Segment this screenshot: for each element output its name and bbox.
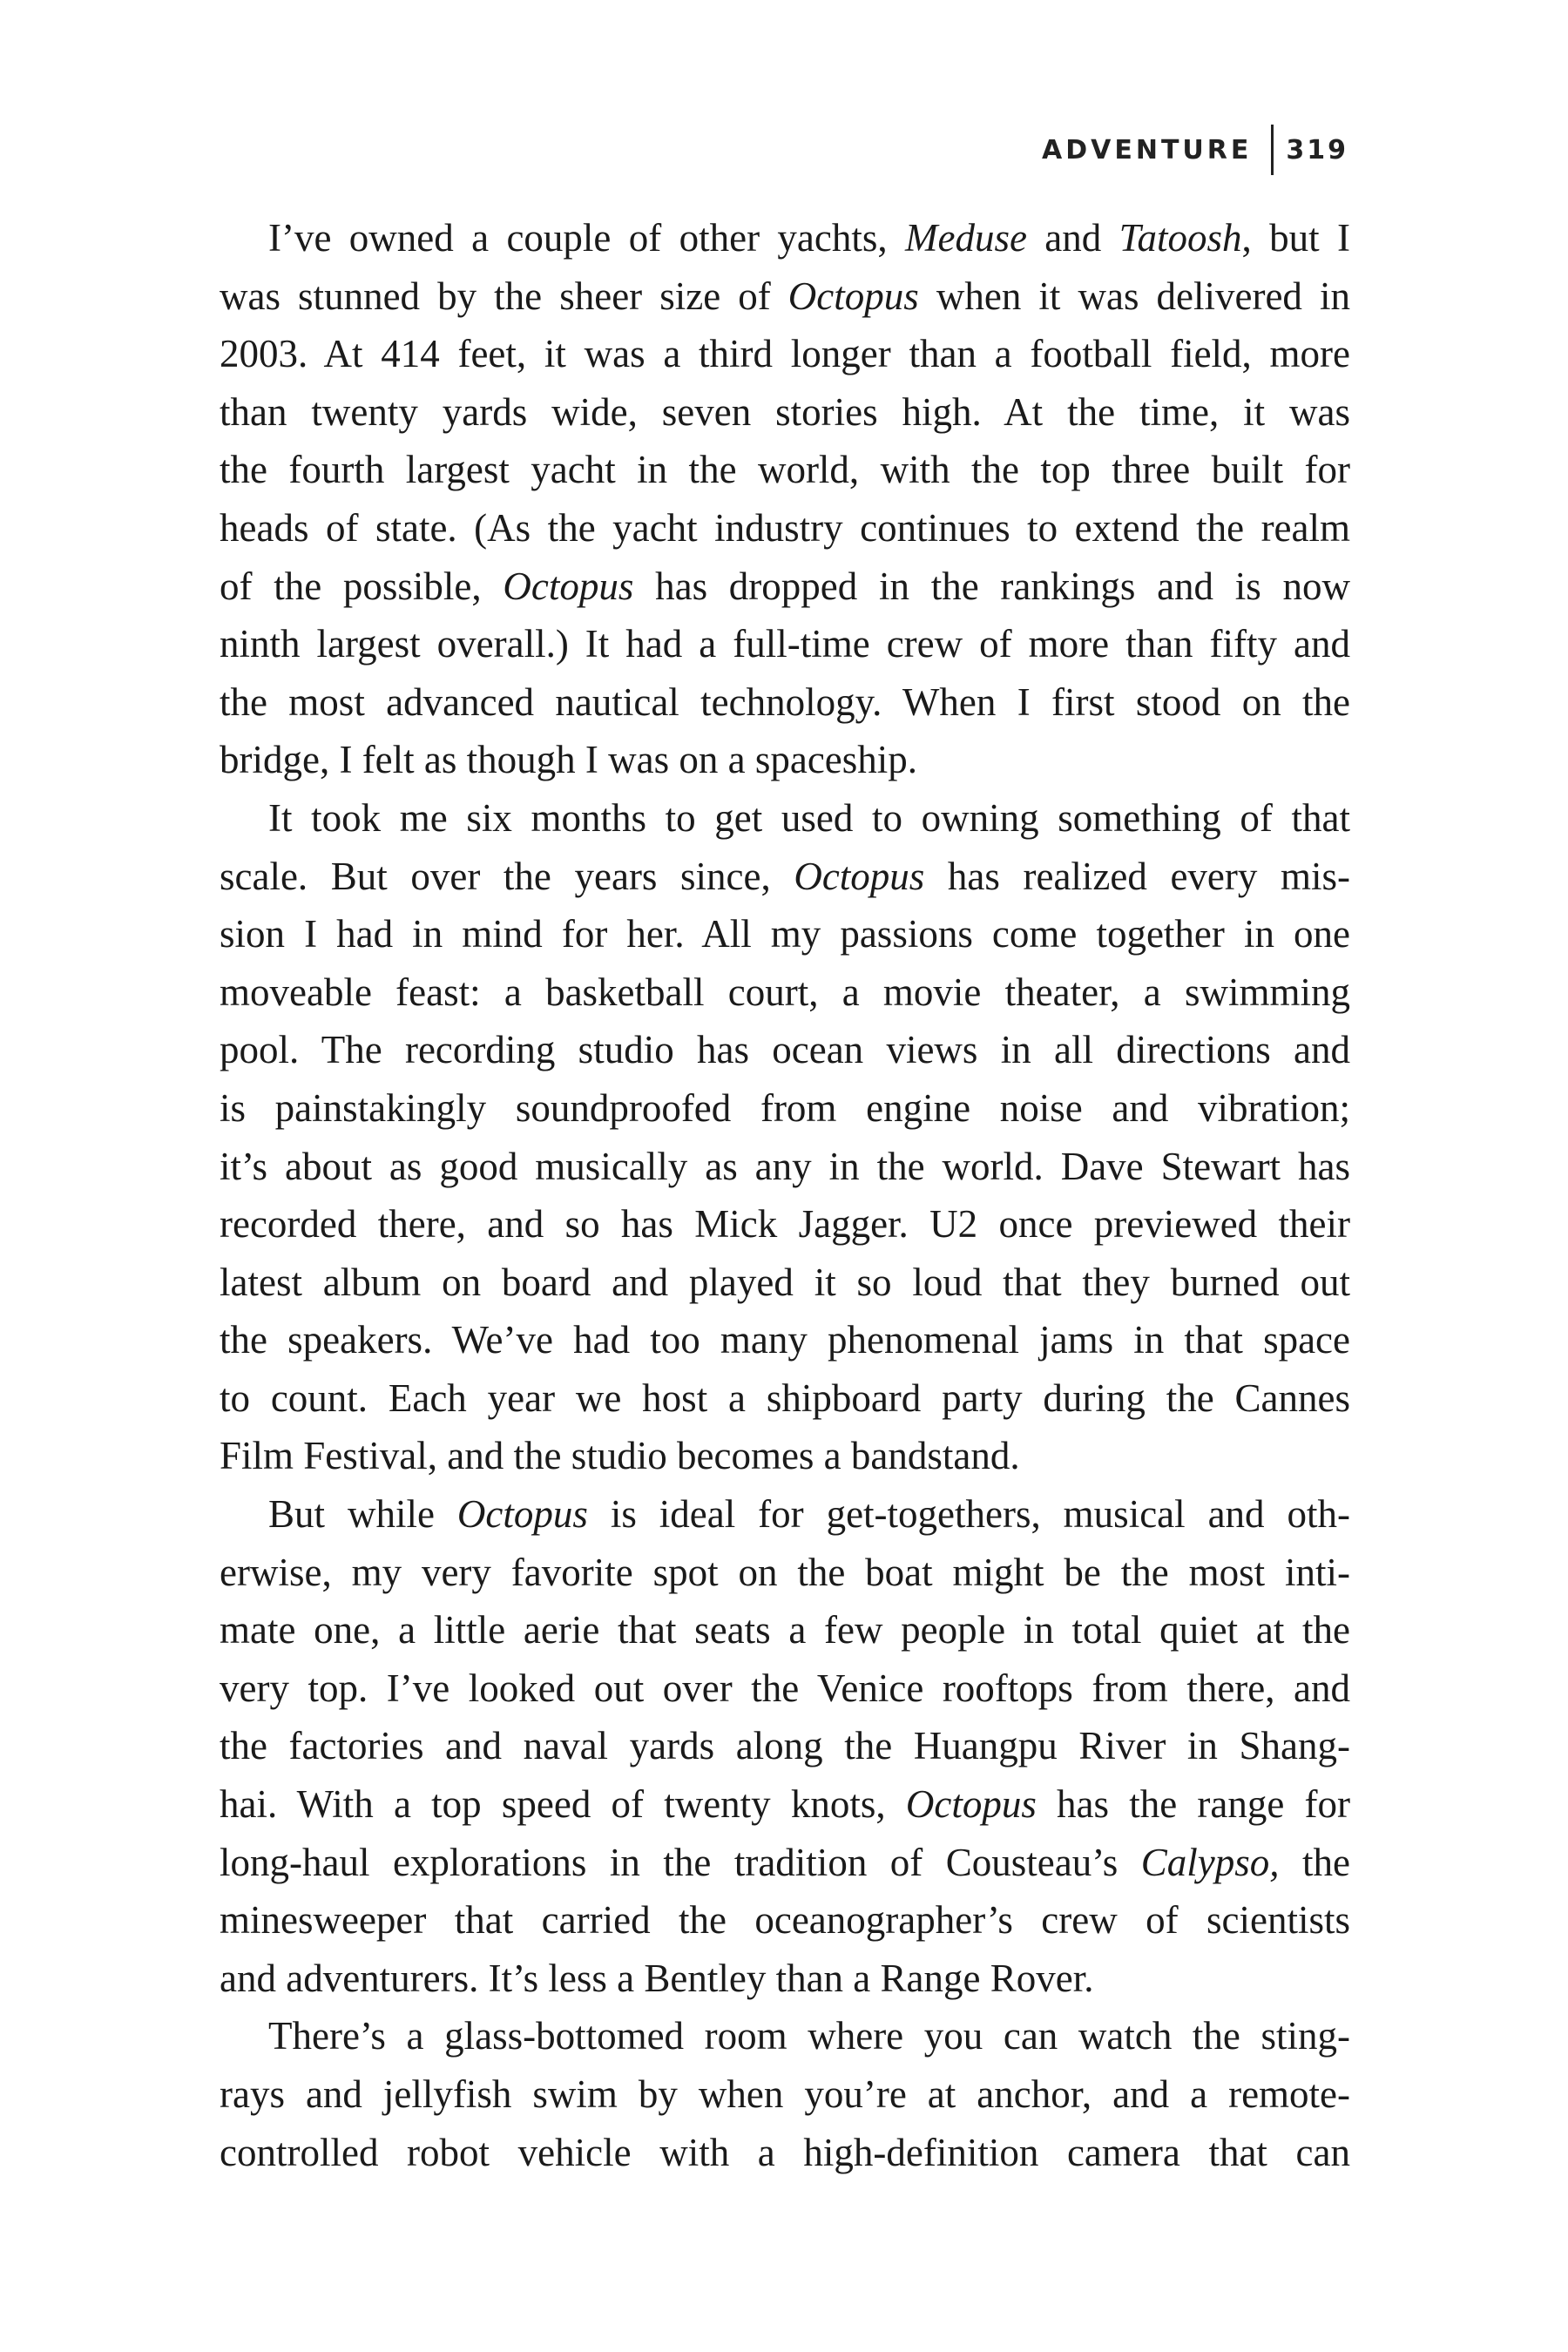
text-line: heads of state. (As the yacht industry continues to extend the realm (220, 505, 1350, 550)
text-line: hai. With a top speed of twenty knots, Octopus has the range for (220, 1782, 1350, 1827)
text-line: ninth largest overall.) It had a full-time crew of more than fifty and (220, 622, 1350, 666)
text-line: bridge, I felt as though I was on a spaceship. (220, 738, 918, 782)
page-number: 319 (1286, 134, 1348, 166)
text-line: minesweeper that carried the oceanographer’s crew of scientists (220, 1898, 1350, 1943)
text-line: erwise, my very favorite spot on the boat might be the most inti- (220, 1550, 1350, 1594)
text-line: very top. I’ve looked out over the Venice rooftops from there, and (220, 1666, 1350, 1710)
text-line: controlled robot vehicle with a high-definition camera that can (220, 2130, 1350, 2174)
text-line: sion I had in mind for her. All my passions come together in one (220, 912, 1350, 956)
text-line: moveable feast: a basketball court, a movie theater, a swimming (220, 970, 1350, 1014)
text-line: pool. The recording studio has ocean views in all directions and (220, 1028, 1350, 1072)
text-line: than twenty yards wide, seven stories high. At the time, it was (220, 389, 1350, 434)
text-line: was stunned by the sheer size of Octopus when it was delivered in (220, 274, 1350, 318)
text-line: it’s about as good musically as any in the world. Dave Stewart has (220, 1144, 1350, 1188)
paragraph (220, 2007, 1350, 2181)
text-line: of the possible, Octopus has dropped in the rankings and is now (220, 564, 1350, 608)
text-line: I’ve owned a couple of other yachts, Meduse and Tatoosh, but I (268, 216, 1350, 260)
paragraph (220, 209, 1350, 789)
running-head-divider (1271, 125, 1274, 175)
text-line: the factories and naval yards along the Huangpu River in Shang- (220, 1724, 1350, 1768)
text-line: There’s a glass-bottomed room where you can watch the sting- (268, 2014, 1350, 2058)
text-line: to count. Each year we host a shipboard party during the Cannes (220, 1375, 1350, 1420)
paragraph (220, 1485, 1350, 2007)
text-line: long-haul explorations in the tradition of Cousteau’s Calypso, the (220, 1840, 1350, 1884)
text-line: the speakers. We’ve had too many phenomenal jams in that space (220, 1318, 1350, 1362)
running-head (1042, 124, 1348, 176)
text-line: 2003. At 414 feet, it was a third longer than a football field, more (220, 332, 1350, 376)
text-line: mate one, a little aerie that seats a few people in total quiet at the (220, 1608, 1350, 1652)
text-line: recorded there, and so has Mick Jagger. U2 once previewed their (220, 1202, 1350, 1247)
text-line: latest album on board and played it so loud that they burned out (220, 1260, 1350, 1304)
text-line: is painstakingly soundproofed from engine noise and vibration; (220, 1085, 1350, 1130)
text-line: the fourth largest yacht in the world, with the top three built for (220, 448, 1350, 492)
text-line: Film Festival, and the studio becomes a bandstand. (220, 1434, 1020, 1478)
text-line: But while Octopus is ideal for get-togethers, musical and oth- (268, 1492, 1350, 1537)
text-line: rays and jellyfish swim by when you’re at anchor, and a remote- (220, 2072, 1350, 2116)
paragraph (220, 789, 1350, 1485)
text-line: scale. But over the years since, Octopus has realized every mis- (220, 854, 1350, 898)
text-line: It took me six months to get used to owning something of that (268, 795, 1350, 840)
running-head-section: ADVENTURE (1042, 134, 1253, 166)
body-text (220, 209, 1350, 2181)
text-line: and adventurers. It’s less a Bentley than a Range Rover. (220, 1956, 1094, 2000)
text-line: the most advanced nautical technology. When I first stood on the (220, 679, 1350, 724)
